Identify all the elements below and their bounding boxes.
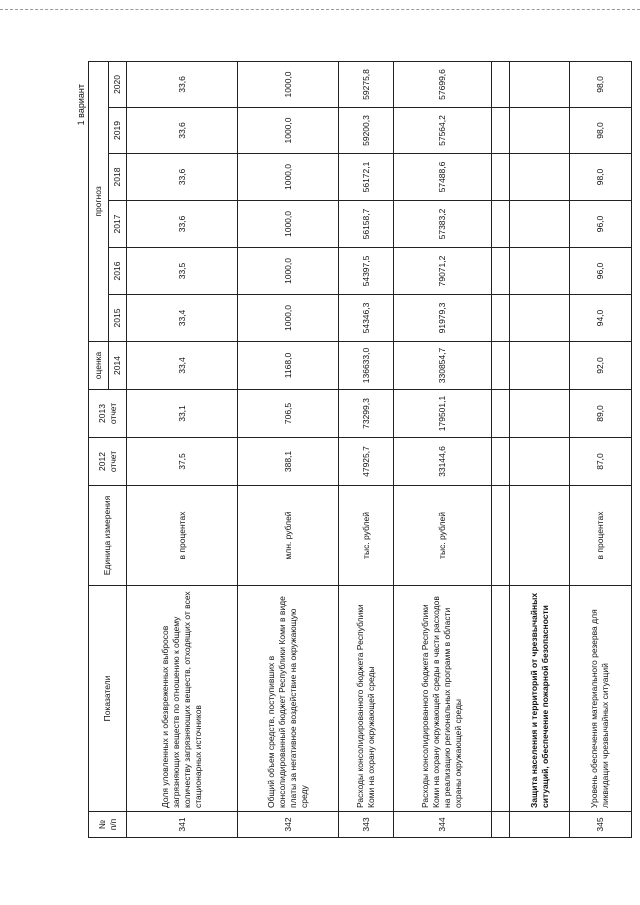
value-cell xyxy=(492,248,510,295)
unit-cell xyxy=(492,486,510,586)
value-cell xyxy=(492,108,510,154)
value-cell: 98,0 xyxy=(569,154,631,201)
value-cell: 33,5 xyxy=(127,248,238,295)
value-cell: 94,0 xyxy=(569,295,631,342)
unit-cell: млн. рублей xyxy=(238,486,339,586)
table-row xyxy=(393,61,491,837)
value-cell: 56158,7 xyxy=(339,201,393,248)
value-cell: 79071,2 xyxy=(393,248,491,295)
header-2014: 2014 xyxy=(109,342,127,390)
value-cell xyxy=(492,154,510,201)
unit-cell: тыс. рублей xyxy=(393,486,491,586)
value-cell: 59200,3 xyxy=(339,108,393,154)
value-cell: 1000,0 xyxy=(238,154,339,201)
value-cell: 1000,0 xyxy=(238,295,339,342)
value-cell xyxy=(492,438,510,486)
value-cell: 57699,6 xyxy=(393,61,491,107)
header-unit: Единица измерения xyxy=(89,486,127,586)
value-cell: 33,4 xyxy=(127,342,238,390)
row-number: 344 xyxy=(393,812,491,838)
indicator-cell: Общий объем средств, поступивших в консолидированный бюджет Республики Коми в виде платы за негативное воздействие на окружающую среду xyxy=(238,586,339,812)
value-cell: 59275,8 xyxy=(339,61,393,107)
row-number: 342 xyxy=(238,812,339,838)
variant-label: 1 вариант xyxy=(76,84,86,126)
value-cell xyxy=(510,154,570,201)
value-cell: 388,1 xyxy=(238,438,339,486)
value-cell: 98,0 xyxy=(569,61,631,107)
header-2018: 2018 xyxy=(109,154,127,201)
value-cell xyxy=(510,201,570,248)
value-cell: 57564,2 xyxy=(393,108,491,154)
unit-cell xyxy=(510,486,570,586)
table-row xyxy=(127,61,238,837)
value-cell: 37,5 xyxy=(127,438,238,486)
value-cell xyxy=(510,342,570,390)
indicator-cell: Защита населения и территорий от чрезвычайных ситуаций, обеспечение пожарной безопасности xyxy=(510,586,570,812)
value-cell: 57383,2 xyxy=(393,201,491,248)
header-2015: 2015 xyxy=(109,295,127,342)
value-cell: 98,0 xyxy=(569,108,631,154)
value-cell: 179501,1 xyxy=(393,390,491,438)
value-cell: 96,0 xyxy=(569,248,631,295)
value-cell xyxy=(492,342,510,390)
value-cell: 33144,6 xyxy=(393,438,491,486)
header-2012: 2012 отчет xyxy=(89,438,127,486)
value-cell: 1000,0 xyxy=(238,201,339,248)
table-row xyxy=(238,61,339,837)
row-number xyxy=(492,812,510,838)
header-2016: 2016 xyxy=(109,248,127,295)
row-number xyxy=(510,812,570,838)
value-cell: 706,5 xyxy=(238,390,339,438)
value-cell: 136633,0 xyxy=(339,342,393,390)
indicator-cell xyxy=(492,586,510,812)
value-cell: 1000,0 xyxy=(238,61,339,107)
value-cell: 33,4 xyxy=(127,295,238,342)
unit-cell: в процентах xyxy=(127,486,238,586)
value-cell xyxy=(510,438,570,486)
value-cell xyxy=(510,108,570,154)
header-2013: 2013 отчет xyxy=(89,390,127,438)
value-cell xyxy=(510,61,570,107)
value-cell: 47925,7 xyxy=(339,438,393,486)
value-cell: 330854,7 xyxy=(393,342,491,390)
value-cell: 33,6 xyxy=(127,201,238,248)
indicator-cell: Расходы консолидированного бюджета Республики Коми на охрану окружающей среды в части расходов на реализацию региональных программ в области охраны окружающей среды xyxy=(393,586,491,812)
value-cell: 92,0 xyxy=(569,342,631,390)
header-no: № п/п xyxy=(89,812,127,838)
value-cell: 1000,0 xyxy=(238,248,339,295)
row-number: 343 xyxy=(339,812,393,838)
indicator-cell: Доля уловленных и обезвреженных выбросов загрязняющих веществ по отношению к общему количеству загрязняющих веществ, отходящих от всех стационарных источников xyxy=(127,586,238,812)
value-cell xyxy=(492,390,510,438)
value-cell: 57488,6 xyxy=(393,154,491,201)
header-2017: 2017 xyxy=(109,201,127,248)
unit-cell: тыс. рублей xyxy=(339,486,393,586)
row-number: 345 xyxy=(569,812,631,838)
section-row xyxy=(510,61,570,837)
value-cell: 54397,5 xyxy=(339,248,393,295)
value-cell: 54346,3 xyxy=(339,295,393,342)
value-cell: 33,6 xyxy=(127,154,238,201)
value-cell: 33,1 xyxy=(127,390,238,438)
value-cell: 73299,3 xyxy=(339,390,393,438)
value-cell xyxy=(510,248,570,295)
table-row xyxy=(569,61,631,837)
value-cell xyxy=(492,295,510,342)
value-cell: 1000,0 xyxy=(238,108,339,154)
indicator-cell: Расходы консолидированного бюджета Республики Коми на охрану окружающей среды xyxy=(339,586,393,812)
header-2019: 2019 xyxy=(109,108,127,154)
value-cell: 33,6 xyxy=(127,108,238,154)
table-row xyxy=(339,61,393,837)
header-forecast: прогноз xyxy=(89,61,109,341)
row-number: 341 xyxy=(127,812,238,838)
indicators-table xyxy=(88,61,632,838)
value-cell: 89,0 xyxy=(569,390,631,438)
header-indicator: Показатели xyxy=(89,586,127,812)
value-cell: 91979,3 xyxy=(393,295,491,342)
table-row xyxy=(492,61,510,837)
value-cell xyxy=(492,61,510,107)
value-cell xyxy=(492,201,510,248)
indicator-cell: Уровень обеспечения материального резерва для ликвидации чрезвычайных ситуаций xyxy=(569,586,631,812)
value-cell: 56172,1 xyxy=(339,154,393,201)
value-cell: 96,0 xyxy=(569,201,631,248)
value-cell xyxy=(510,295,570,342)
value-cell: 87,0 xyxy=(569,438,631,486)
value-cell: 33,6 xyxy=(127,61,238,107)
value-cell: 1168,0 xyxy=(238,342,339,390)
header-estimate: оценка xyxy=(89,342,109,390)
header-row-1 xyxy=(89,61,109,837)
header-2020: 2020 xyxy=(109,61,127,107)
unit-cell: в процентах xyxy=(569,486,631,586)
rotated-table-area xyxy=(74,62,632,838)
value-cell xyxy=(510,390,570,438)
